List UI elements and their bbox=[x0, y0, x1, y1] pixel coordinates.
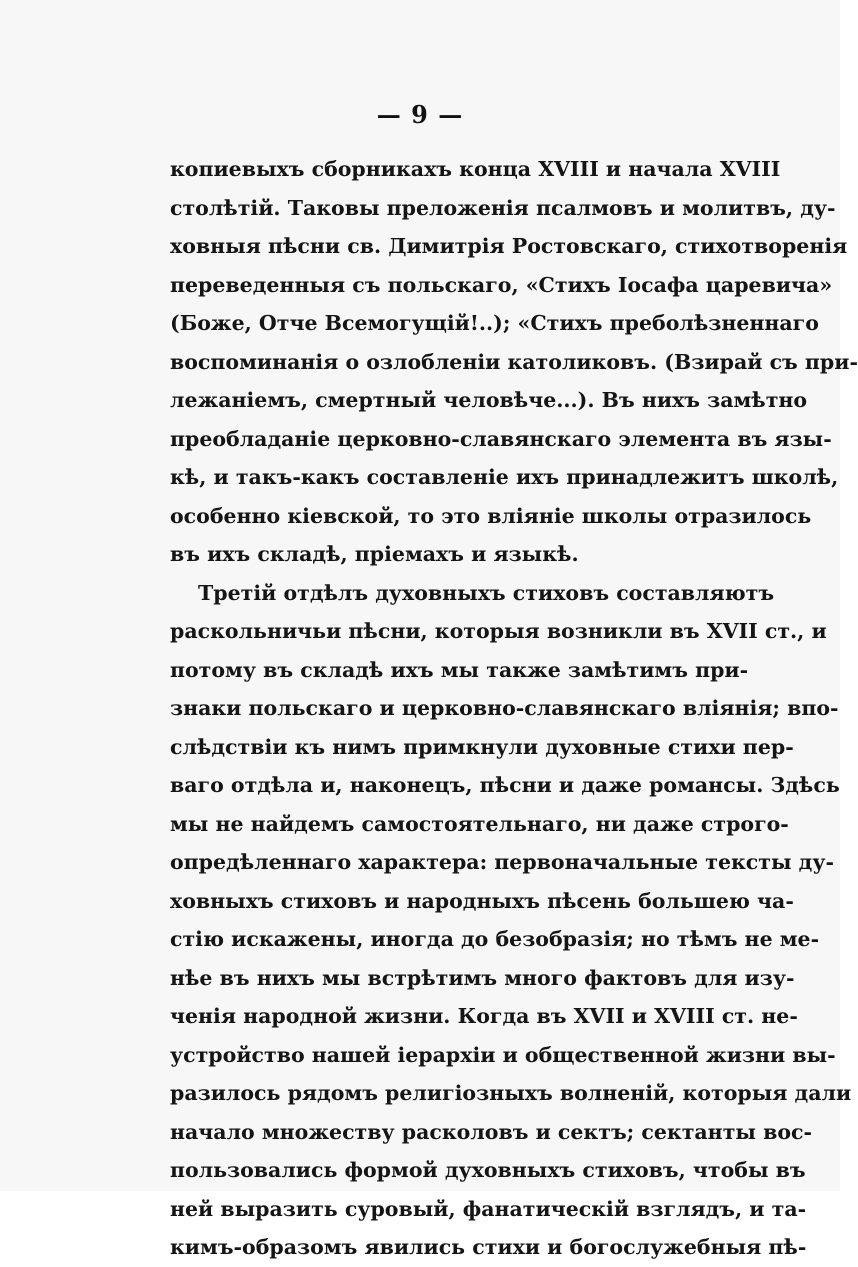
text-line: ней выразить суровый, фанатическій взглядъ, и та- bbox=[170, 1196, 807, 1221]
body-text bbox=[170, 150, 858, 1267]
text-line: преобладаніе церковно-славянскаго элемента въ язы- bbox=[170, 426, 832, 451]
text-line: (Боже, Отче Всемогущій!..); «Стихъ преболѣзненнаго bbox=[170, 311, 819, 335]
text-line: кѣ, и такъ-какъ составленіе ихъ принадлежитъ школѣ, bbox=[170, 465, 839, 489]
text-line: Третій отдѣлъ духовныхъ стиховъ составляютъ bbox=[198, 580, 775, 605]
text-line: знаки польскаго и церковно-славянскаго вліянія; впо- bbox=[170, 696, 839, 720]
text-line: слѣдствіи къ нимъ примкнули духовные стихи пер- bbox=[170, 734, 794, 759]
text-line: устройство нашей іерархіи и общественной жизни вы- bbox=[170, 1042, 836, 1067]
text-line: копиевыхъ сборникахъ конца XVIII и начала XVIII bbox=[170, 157, 781, 181]
text-line: начало множеству расколовъ и сектъ; сектанты вос- bbox=[170, 1119, 812, 1144]
text-line: потому въ складѣ ихъ мы также замѣтимъ при- bbox=[170, 657, 749, 682]
text-line: ховныя пѣсни св. Димитрія Ростовскаго, стихотворенія bbox=[170, 234, 848, 258]
text-line: столѣтій. Таковы преложенія псалмовъ и молитвъ, ду- bbox=[170, 195, 836, 220]
paragraph-2 bbox=[170, 574, 852, 1267]
text-line: стію искажены, иногда до безобразія; но тѣмъ не ме- bbox=[170, 927, 820, 951]
paragraph-1 bbox=[170, 150, 858, 574]
text-line: раскольничьи пѣсни, которыя возникли въ XVII ст., и bbox=[170, 619, 827, 643]
text-line: пользовались формой духовныхъ стиховъ, чтобы въ bbox=[170, 1158, 806, 1182]
text-line: переведенныя съ польскаго, «Стихъ Іосафа царевича» bbox=[170, 272, 833, 297]
text-line: въ ихъ складѣ, пріемахъ и языкѣ. bbox=[170, 542, 579, 566]
text-line: ченія народной жизни. Когда въ XVII и XVIII ст. не- bbox=[170, 1004, 798, 1028]
page-number: — 9 — bbox=[376, 100, 464, 129]
text-line: ваго отдѣла и, наконецъ, пѣсни и даже романсы. Здѣсь bbox=[170, 773, 840, 797]
text-line: лежаніемъ, смертный человѣче...). Въ нихъ замѣтно bbox=[170, 388, 808, 412]
text-line: особенно кіевской, то это вліяніе школы отразилось bbox=[170, 503, 812, 528]
text-line: разилось рядомъ религіозныхъ волненій, которыя дали bbox=[170, 1081, 852, 1105]
text-line: воспоминанія о озлобленіи католиковъ. (Взирай съ при- bbox=[170, 349, 858, 374]
text-line: ховныхъ стиховъ и народныхъ пѣсень большею ча- bbox=[170, 888, 794, 913]
text-line: нѣе въ нихъ мы встрѣтимъ много фактовъ для изу- bbox=[170, 965, 795, 990]
text-line: мы не найдемъ самостоятельнаго, ни даже строго- bbox=[170, 811, 789, 836]
text-line: опредѣленнаго характера: первоначальные тексты ду- bbox=[170, 850, 834, 874]
text-line: кимъ-образомъ явились стихи и богослужебныя пѣ- bbox=[170, 1235, 807, 1259]
